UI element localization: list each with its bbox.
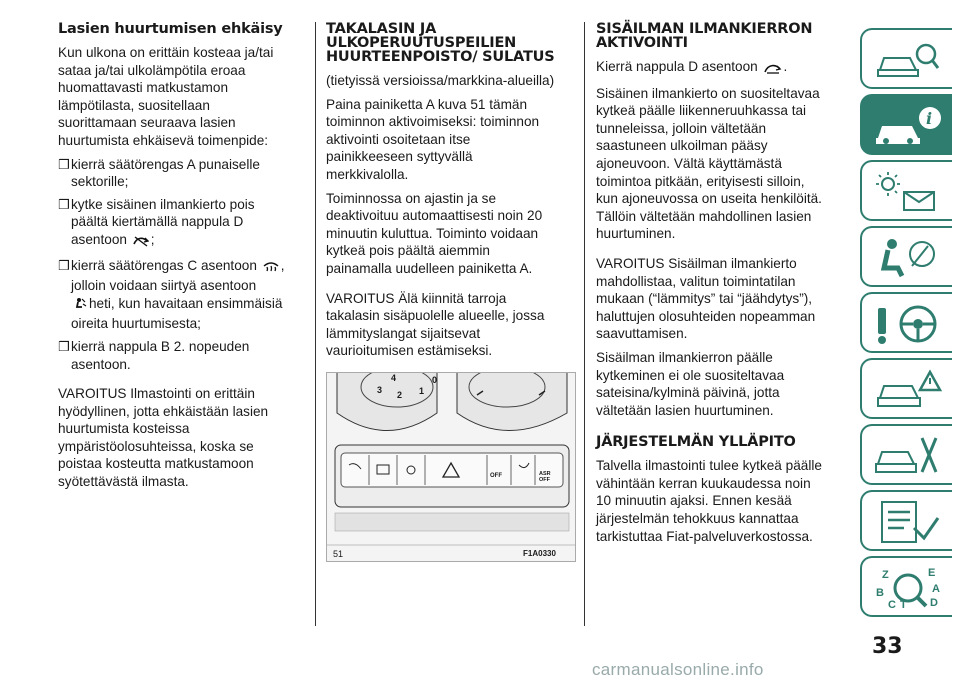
foot-windscreen-icon	[73, 297, 87, 316]
warning-text: VAROITUS Ilmastointi on erittäin hyödyllinen, jotta ehkäistään lasien huurtumista kosteissa ympäristöolosuhteissa, koska se poistaa kosteutta matkustamoon syötettävästä ilmasta.	[58, 386, 269, 490]
paragraph-timer: Toiminnossa on ajastin ja se deaktivoituu automaattisesti noin 20 minuutin kuluttua. Toiminto voidaan kytkeä pois päältä aiemmin painamalla uudelleen painiketta A.	[326, 190, 543, 276]
svg-text:E: E	[928, 567, 936, 579]
car-search-icon	[874, 38, 942, 82]
recirculation-off-icon	[133, 234, 149, 252]
figure-number: 51	[333, 548, 344, 559]
index-search-icon	[874, 566, 942, 610]
checkbox-bullet-icon: ❒	[58, 338, 70, 354]
svg-text:C: C	[888, 599, 896, 610]
figure-code: F1A0330	[523, 548, 556, 558]
watermark-text: carmanualsonline.info	[592, 660, 764, 679]
dial-label: 1	[419, 385, 425, 396]
paragraph-not-recommended: Sisäilman ilmankierron päälle kytkeminen ei ole suositeltavaa sateisina/kylminä päivinä, jotta vältetään lasien huurtuminen.	[596, 349, 785, 418]
warning-text: VAROITUS Sisäilman ilmankierto mahdollistaa, valitun toimintatilan mukaan (“lämmitys” tai “jäähdytys”), haluttujen olosuhteiden nopeamman saavuttamisen.	[596, 255, 816, 342]
svg-text:T: T	[900, 599, 907, 610]
list-item: ❒ kierrä säätörengas A punaiselle sektorille;	[58, 156, 260, 190]
column-middle	[326, 22, 558, 562]
light-message-icon	[874, 170, 942, 214]
tab-getting-to-know[interactable]	[860, 94, 952, 155]
dashboard-controls-figure	[326, 372, 576, 562]
car-warning-icon	[874, 368, 942, 412]
dial-label: 3	[377, 384, 383, 395]
heading-maintenance: JÄRJESTELMÄN YLLÄPITO	[596, 434, 796, 451]
page-number: 33	[872, 634, 903, 659]
chapter-sidebar	[860, 28, 952, 622]
tab-index[interactable]	[860, 556, 952, 617]
list-item: ❒ kytke sisäinen ilmankierto pois päältä kiertämällä nappula D asentoon ;	[58, 196, 290, 252]
document-check-icon	[874, 500, 942, 544]
tab-emergency[interactable]	[860, 358, 952, 419]
dashboard-illustration	[327, 373, 576, 562]
steering-wheel-icon	[874, 302, 942, 346]
paragraph-turn-knob: Kierrä nappula D asentoon .	[596, 58, 828, 79]
paragraph-activation: Paina painiketta A kuva 51 tämän toiminnon aktivoimiseksi: toiminnon aktivointi osoitetaan itse painikkeeseen syttyvällä merkkivalolla.	[326, 96, 540, 182]
list-item: ❒ kierrä nappula B 2. nopeuden asentoon.	[58, 338, 250, 372]
car-tools-icon	[874, 434, 942, 478]
button-label: ASR OFF	[539, 470, 551, 483]
column-left	[58, 22, 290, 497]
checkbox-bullet-icon: ❒	[58, 156, 70, 172]
tab-warning-lights[interactable]	[860, 160, 952, 221]
heading-defogging: Lasien huurtumisen ehkäisy	[58, 21, 283, 37]
column-divider	[315, 22, 316, 626]
svg-text:Z: Z	[882, 569, 889, 581]
column-right	[596, 22, 828, 551]
tab-safety[interactable]	[860, 226, 952, 287]
tab-starting-driving[interactable]	[860, 292, 952, 353]
column-divider	[584, 22, 585, 626]
dial-label: 4	[391, 372, 397, 383]
windscreen-defrost-icon	[263, 260, 279, 278]
paragraph-note: (tietyissä versioissa/markkina-alueilla)	[326, 73, 555, 88]
checkbox-bullet-icon: ❒	[58, 196, 70, 212]
tab-dashboard[interactable]	[860, 28, 952, 89]
list-item: ❒ kierrä säätörengas C asentoon , jolloin voidaan siirtyä asentoon heti, kun havaitaan ensimmäisiä oireita huurtumisesta;	[58, 257, 285, 332]
paragraph-maintenance: Talvella ilmastointi tulee kytkeä päälle vähintään kerran kuukaudessa noin 10 minuutin ajaksi. Ennen kesää järjestelmän tehokkuus kannattaa tarkistuttaa Fiat-palveluverkostossa.	[596, 458, 822, 544]
heading-recirculation: SISÄILMAN ILMANKIERRON AKTIVOINTI	[596, 21, 813, 51]
airbag-seat-icon	[874, 236, 942, 280]
svg-text:D: D	[930, 597, 938, 609]
car-info-icon	[874, 104, 942, 148]
svg-text:i: i	[926, 109, 933, 128]
svg-text:B: B	[876, 587, 884, 599]
tab-technical-data[interactable]	[860, 490, 952, 551]
dial-label: 2	[397, 389, 403, 400]
paragraph-recirculation-use: Sisäinen ilmankierto on suositeltavaa kytkeä päälle liikenneruuhkassa tai tunneleissa, jolloin vältetään saastuneen ulkoilman pääsy ajoneuvoon. Vältä käyttämästä toimintoa pitkään, erityisesti silloin, kun ajoneuvossa on useita henkilöitä. Tällöin vältetään mahdollinen lasien huurtuminen.	[596, 85, 822, 242]
button-label: OFF	[490, 472, 502, 479]
svg-text:A: A	[932, 583, 940, 595]
checkbox-bullet-icon: ❒	[58, 257, 70, 273]
tab-maintenance[interactable]	[860, 424, 952, 485]
dial-label: 0	[432, 374, 438, 385]
warning-text: VAROITUS Älä kiinnitä tarroja takalasin sisäpuolelle alueelle, jossa lämmityslangat sijaitsevat vaurioitumisen estämiseksi.	[326, 290, 545, 359]
paragraph-intro: Kun ulkona on erittäin kosteaa ja/tai sataa ja/tai ulkolämpötila eroaa huomattavasti matkustamon lämpötilasta, suositellaan suorittamaan seuraava lasien huurtumista ehkäisevä toimenpide:	[58, 45, 274, 148]
heading-rear-window-defrost: TAKALASIN JA ULKOPERUUTUSPEILIEN HUURTEENPOISTO/ SULATUS	[326, 21, 555, 65]
recirculation-icon	[764, 61, 782, 79]
